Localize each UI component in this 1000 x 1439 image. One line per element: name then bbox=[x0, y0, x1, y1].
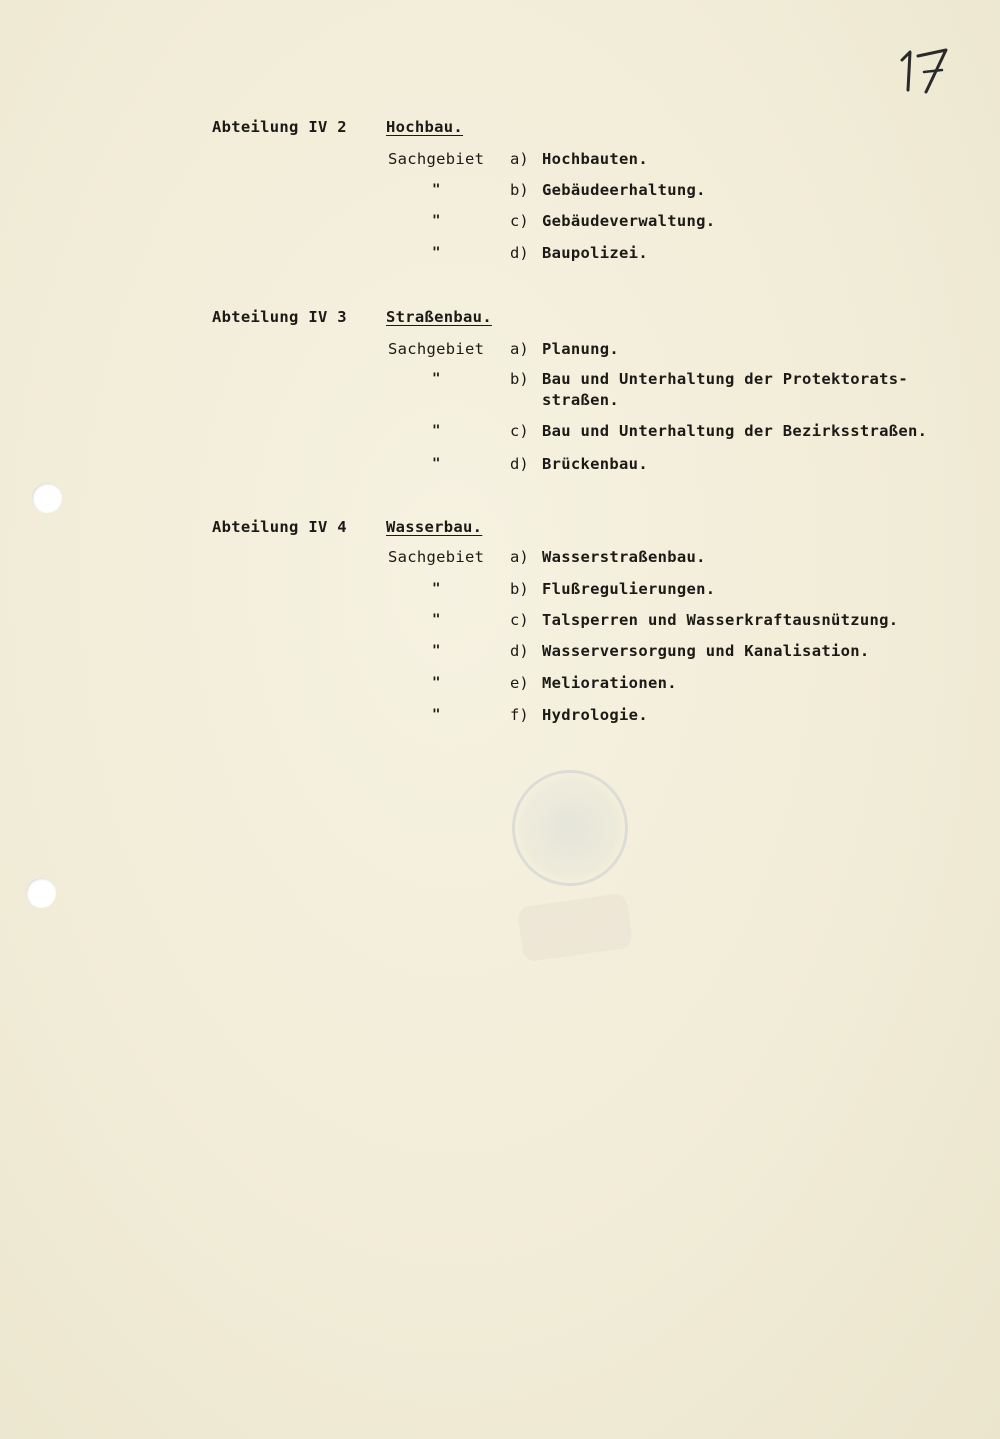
item-text: Meliorationen. bbox=[542, 674, 677, 692]
item-letter: b) bbox=[510, 580, 529, 598]
section-title: Wasserbau. bbox=[386, 518, 483, 536]
ditto-mark: " bbox=[432, 643, 441, 659]
punch-hole-bottom bbox=[26, 878, 56, 908]
item-text: Flußregulierungen. bbox=[542, 580, 716, 598]
section-title: Hochbau. bbox=[386, 118, 464, 136]
ditto-mark: " bbox=[432, 245, 441, 261]
item-text: Brückenbau. bbox=[542, 455, 648, 473]
item-letter: a) bbox=[510, 548, 529, 566]
item-text: Planung. bbox=[542, 340, 620, 358]
item-text: Bau und Unterhaltung der Bezirksstraßen. bbox=[542, 422, 928, 440]
item-letter: f) bbox=[510, 706, 529, 724]
section-heading: Abteilung IV 2 bbox=[212, 118, 347, 136]
item-text: Talsperren und Wasserkraftausnützung. bbox=[542, 611, 899, 629]
item-letter: d) bbox=[510, 455, 529, 473]
item-letter: d) bbox=[510, 244, 529, 262]
ditto-mark: " bbox=[432, 456, 441, 472]
item-text: Baupolizei. bbox=[542, 244, 648, 262]
handwritten-page-number bbox=[888, 38, 958, 98]
item-letter: e) bbox=[510, 674, 529, 692]
faded-stamp bbox=[512, 770, 628, 886]
ditto-mark: " bbox=[432, 423, 441, 439]
item-text: Gebäudeverwaltung. bbox=[542, 212, 716, 230]
sachgebiet-label: Sachgebiet bbox=[388, 548, 485, 566]
item-letter: a) bbox=[510, 150, 529, 168]
ditto-mark: " bbox=[432, 612, 441, 628]
item-text: Wasserstraßenbau. bbox=[542, 548, 706, 566]
item-letter: c) bbox=[510, 422, 529, 440]
item-letter: b) bbox=[510, 370, 529, 388]
faded-mark bbox=[517, 893, 634, 963]
page-number-drawing bbox=[888, 38, 958, 98]
item-letter: c) bbox=[510, 212, 529, 230]
section-heading: Abteilung IV 4 bbox=[212, 518, 347, 536]
item-text: Wasserversorgung und Kanalisation. bbox=[542, 642, 870, 660]
ditto-mark: " bbox=[432, 182, 441, 198]
ditto-mark: " bbox=[432, 581, 441, 597]
item-text: Hochbauten. bbox=[542, 150, 648, 168]
item-text: Bau und Unterhaltung der Protektorats- bbox=[542, 370, 909, 388]
item-letter: b) bbox=[510, 181, 529, 199]
ditto-mark: " bbox=[432, 371, 441, 387]
punch-hole-top bbox=[32, 483, 62, 513]
ditto-mark: " bbox=[432, 213, 441, 229]
item-letter: d) bbox=[510, 642, 529, 660]
item-text: Hydrologie. bbox=[542, 706, 648, 724]
item-letter: a) bbox=[510, 340, 529, 358]
sachgebiet-label: Sachgebiet bbox=[388, 340, 485, 358]
item-text: straßen. bbox=[542, 391, 620, 409]
ditto-mark: " bbox=[432, 707, 441, 723]
section-title: Straßenbau. bbox=[386, 308, 492, 326]
item-letter: c) bbox=[510, 611, 529, 629]
item-text: Gebäudeerhaltung. bbox=[542, 181, 706, 199]
section-heading: Abteilung IV 3 bbox=[212, 308, 347, 326]
ditto-mark: " bbox=[432, 675, 441, 691]
sachgebiet-label: Sachgebiet bbox=[388, 150, 485, 168]
